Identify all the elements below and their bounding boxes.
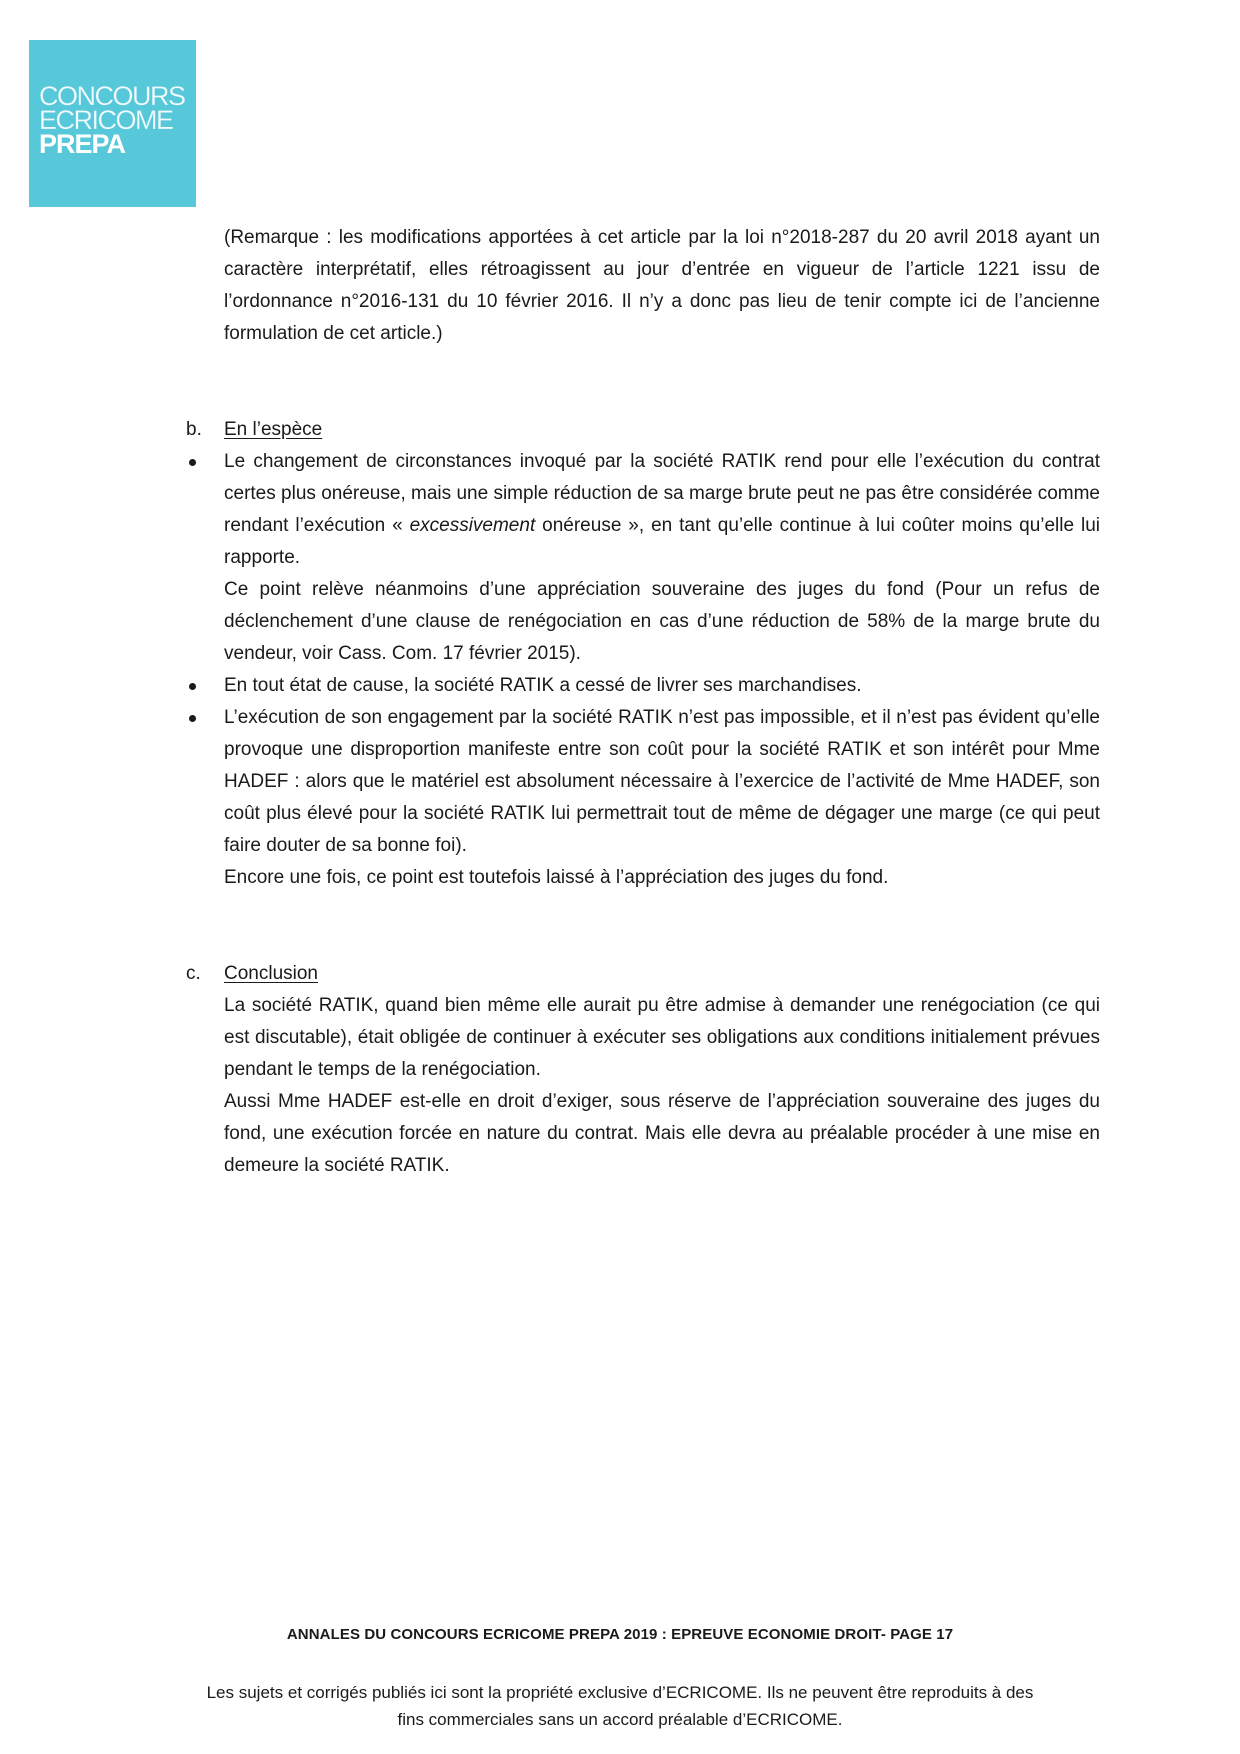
bullet-2-text: En tout état de cause, la société RATIK a cessé de livrer ses marchandises. bbox=[224, 675, 862, 696]
section-b-title: En l’espèce bbox=[224, 419, 323, 440]
logo-line-ecricome: ECRICOME bbox=[39, 105, 173, 135]
bullet-1-text-end: onéreuse », en tant qu’elle continue à lui coûter moins qu’elle lui rapporte. bbox=[224, 515, 1100, 568]
bullet-icon bbox=[189, 683, 196, 690]
logo-line-concours: CONCOURS bbox=[39, 81, 185, 111]
list-item bbox=[182, 446, 1100, 574]
bullet-icon bbox=[189, 715, 196, 722]
footer-note-line-1: Les sujets et corrigés publiés ici sont la propriété exclusive d’ECRICOME. Ils ne peuvent être reproduits à des bbox=[206, 1683, 1034, 1702]
spacer bbox=[182, 382, 1100, 414]
bullet-1-followup: Ce point relève néanmoins d’une appréciation souveraine des juges du fond (Pour un refus de déclenchement d’une clause de renégociation en cas d’une réduction de 58% de la marge brute du vendeur, voir Cass. Com. 17 février 2015). bbox=[224, 579, 1100, 664]
bullet-3-followup: Encore une fois, ce point est toutefois laissé à l’appréciation des juges du fond. bbox=[224, 867, 889, 888]
list-item bbox=[182, 702, 1100, 862]
remark-paragraph: (Remarque : les modifications apportées à cet article par la loi n°2018-287 du 20 avril 2018 ayant un caractère interprétatif, elles rétroagissent au jour d’entrée en vigueur de l’article 1221 issu de l’ordonnance n°2016-131 du 10 février 2016. Il n’y a donc pas lieu de tenir compte ici de l’ancienne formulation de cet article.) bbox=[224, 227, 1100, 344]
bullet-1-text-start: Le changement de circonstances invoqué par la société RATIK rend pour elle l’exécution du contrat certes plus onéreuse, mais une simple réduction de sa marge brute peut ne pas être considérée comme rendant l’exécution « bbox=[224, 451, 1100, 536]
section-c-letter: c. bbox=[186, 963, 201, 984]
ecricome-logo bbox=[29, 40, 196, 207]
footer-copyright-note bbox=[150, 1679, 1090, 1733]
list-item bbox=[182, 670, 1100, 702]
bullet-1-emphasis: excessivement bbox=[409, 515, 536, 536]
spacer bbox=[182, 350, 1100, 382]
bullet-3-text: L’exécution de son engagement par la société RATIK n’est pas impossible, et il n’est pas évident qu’elle provoque une disproportion manifeste entre son coût pour la société RATIK et son intérêt pour Mme HADEF : alors que le matériel est absolument nécessaire à l’exercice de l’activité de Mme HADEF, son coût plus élevé pour la société RATIK lui permettrait tout de même de dégager une marge (ce qui peut faire douter de sa bonne foi). bbox=[224, 707, 1100, 856]
spacer bbox=[182, 894, 1100, 926]
section-b-letter: b. bbox=[186, 419, 202, 440]
conclusion-paragraph-2: Aussi Mme HADEF est-elle en droit d’exiger, sous réserve de l’appréciation souveraine des juges du fond, une exécution forcée en nature du contrat. Mais elle devra au préalable procéder à une mise en demeure la société RATIK. bbox=[224, 1091, 1100, 1176]
footer-title: ANNALES DU CONCOURS ECRICOME PREPA 2019 : EPREUVE ECONOMIE DROIT- PAGE 17 bbox=[286, 1626, 954, 1643]
logo-line-prepa: PREPA bbox=[39, 129, 126, 159]
conclusion-paragraph-1: La société RATIK, quand bien même elle aurait pu être admise à demander une renégociation (ce qui est discutable), était obligée de continuer à exécuter ses obligations aux conditions initialement prévues pendant le temps de la renégociation. bbox=[224, 995, 1100, 1080]
document-body bbox=[182, 222, 1100, 1182]
spacer bbox=[182, 926, 1100, 958]
bullet-icon bbox=[189, 459, 196, 466]
section-b-heading bbox=[182, 414, 1100, 446]
section-c-title: Conclusion bbox=[224, 963, 318, 984]
section-c-heading bbox=[182, 958, 1100, 990]
footer-note-line-2: fins commerciales sans un accord préalable d’ECRICOME. bbox=[397, 1710, 843, 1729]
